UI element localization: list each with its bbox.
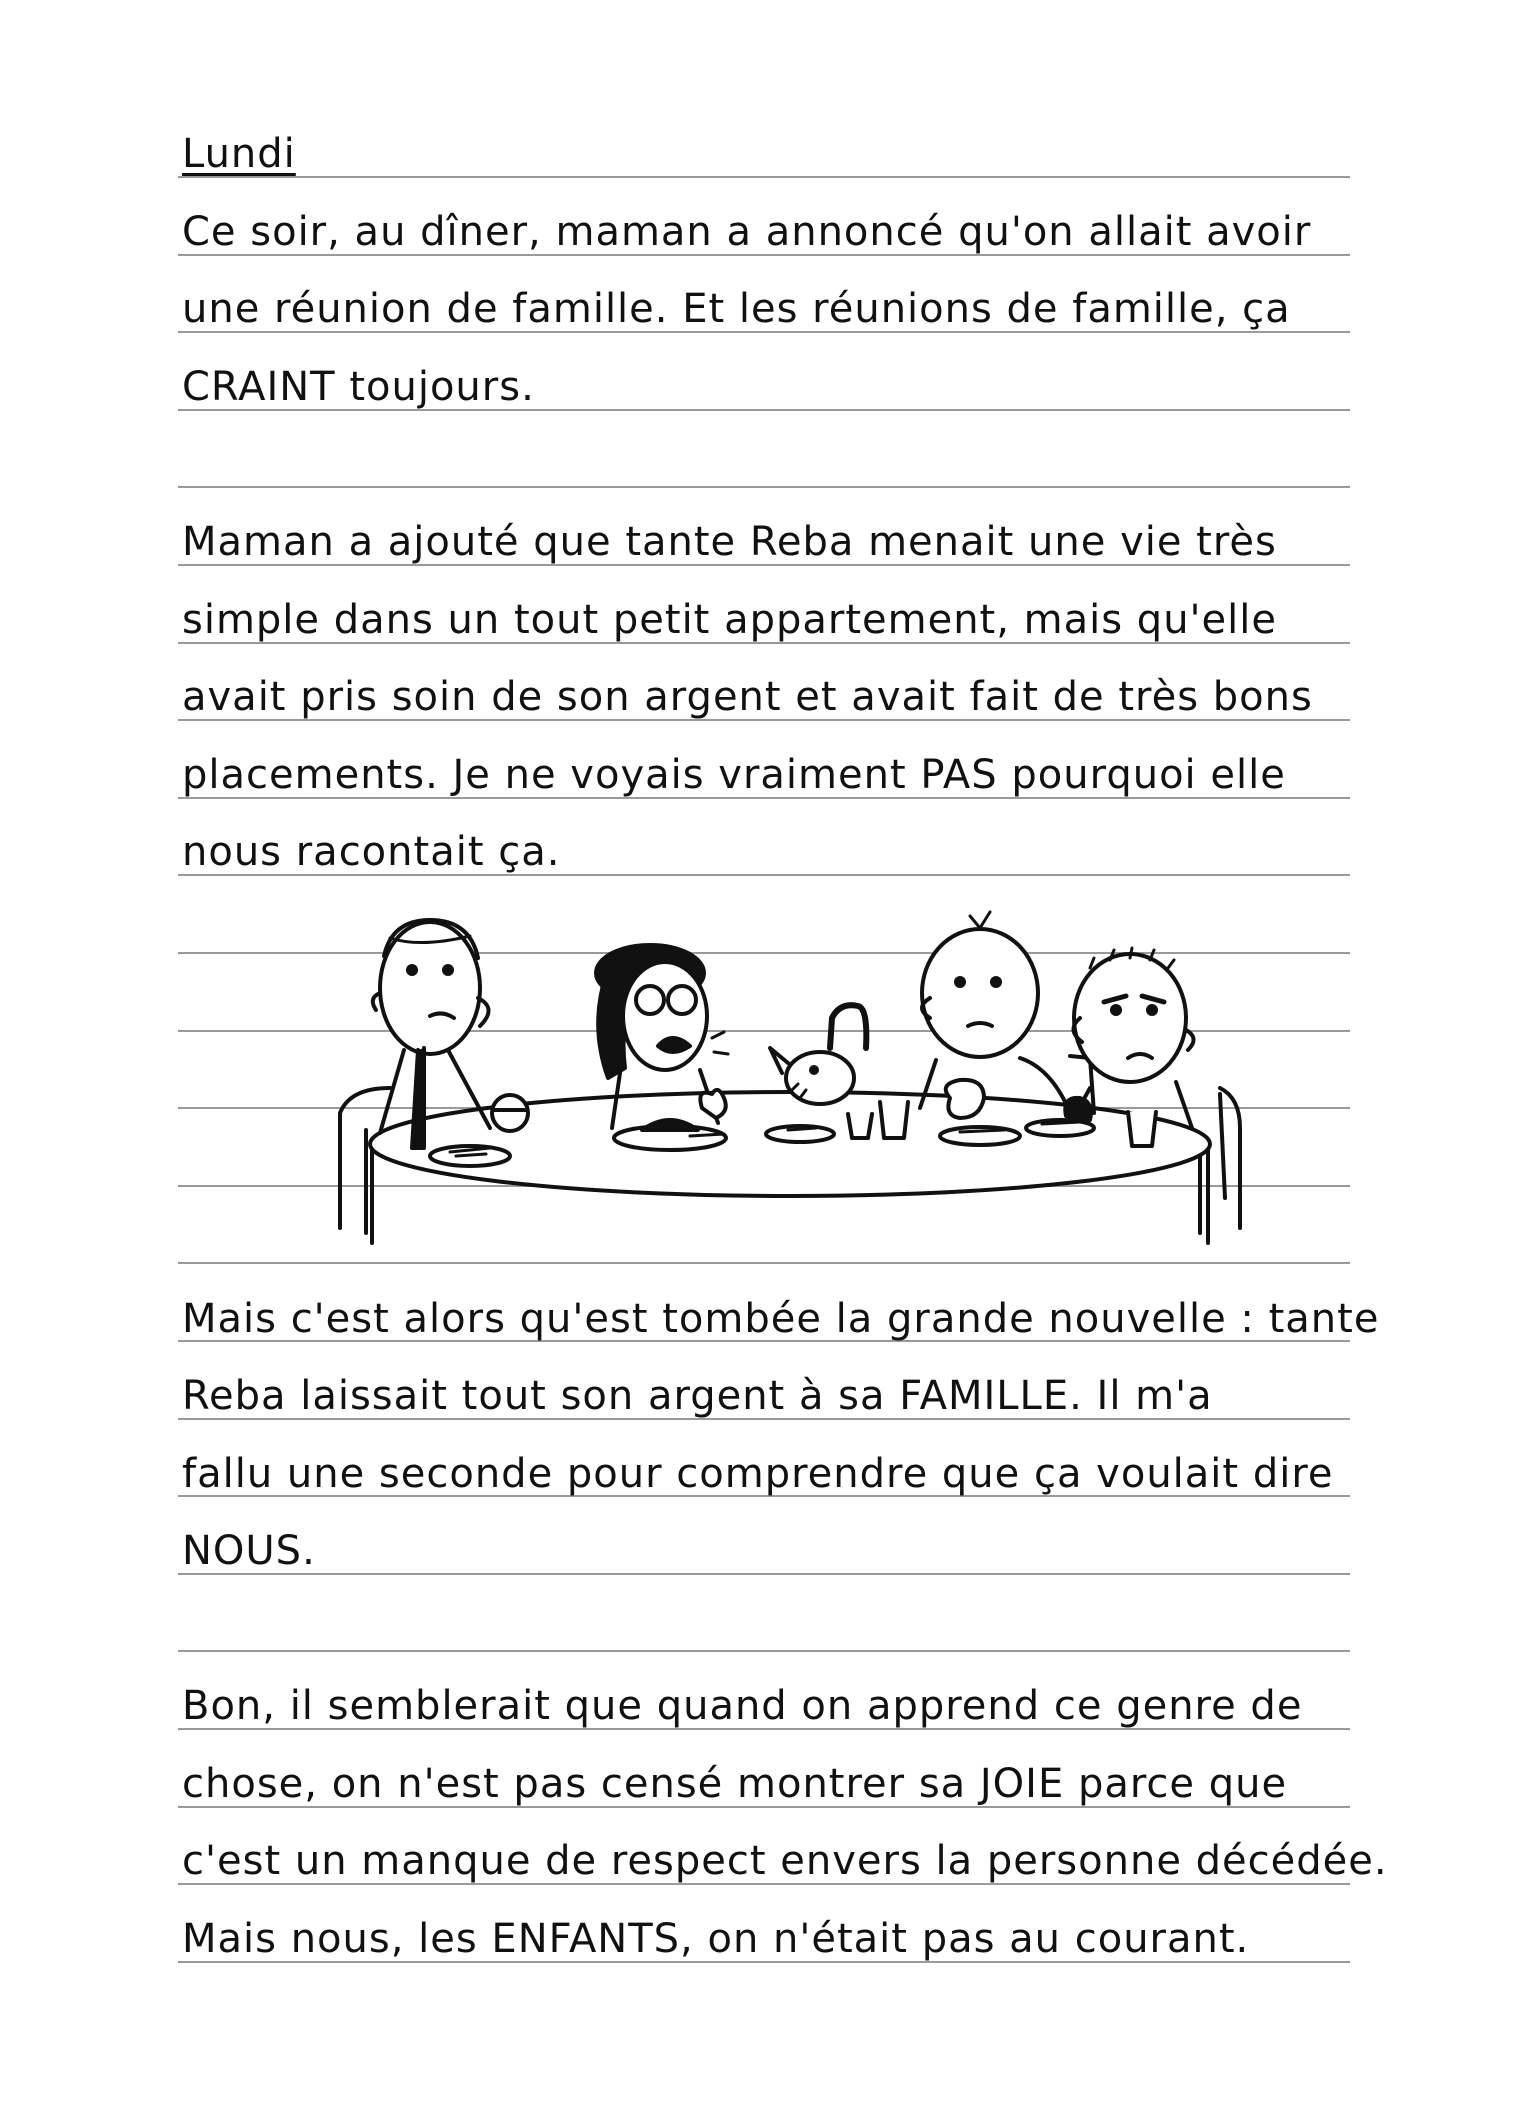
text-line: CRAINT toujours. <box>182 364 535 410</box>
baby-figure <box>770 1005 866 1104</box>
text-line: Ce soir, au dîner, maman a annoncé qu'on allait avoir <box>182 209 1312 255</box>
text-line: avait pris soin de son argent et avait fait de très bons <box>182 674 1313 720</box>
chair-left <box>340 1088 390 1233</box>
text-line: Reba laissait tout son argent à sa FAMILLE. Il m'a <box>182 1373 1213 1419</box>
boy-figure <box>920 912 1094 1118</box>
ruled-line <box>178 1262 1350 1264</box>
text-line: fallu une seconde pour comprendre que ça voulait dire <box>182 1451 1334 1497</box>
text-line: c'est un manque de respect envers la personne décédée. <box>182 1838 1388 1884</box>
text-line: NOUS. <box>182 1528 316 1574</box>
ruled-line <box>178 176 1350 178</box>
text-line: une réunion de famille. Et les réunions de famille, ça <box>182 286 1291 332</box>
diary-heading: Lundi <box>182 131 296 177</box>
ruled-line <box>178 486 1350 488</box>
family-dinner-table-illustration <box>320 898 1260 1248</box>
ruled-line <box>178 1650 1350 1652</box>
text-line: placements. Je ne voyais vraiment PAS pourquoi elle <box>182 752 1286 798</box>
text-line: Mais nous, les ENFANTS, on n'était pas au courant. <box>182 1916 1250 1962</box>
text-line: simple dans un tout petit appartement, mais qu'elle <box>182 597 1277 643</box>
text-line: Bon, il semblerait que quand on apprend ce genre de <box>182 1683 1303 1729</box>
text-line: chose, on n'est pas censé montrer sa JOIE parce que <box>182 1761 1288 1807</box>
text-line: Maman a ajouté que tante Reba menait une vie très <box>182 519 1277 565</box>
text-line: Mais c'est alors qu'est tombée la grande nouvelle : tante <box>182 1296 1380 1342</box>
ruled-line <box>178 1573 1350 1575</box>
text-line: nous racontait ça. <box>182 829 561 875</box>
